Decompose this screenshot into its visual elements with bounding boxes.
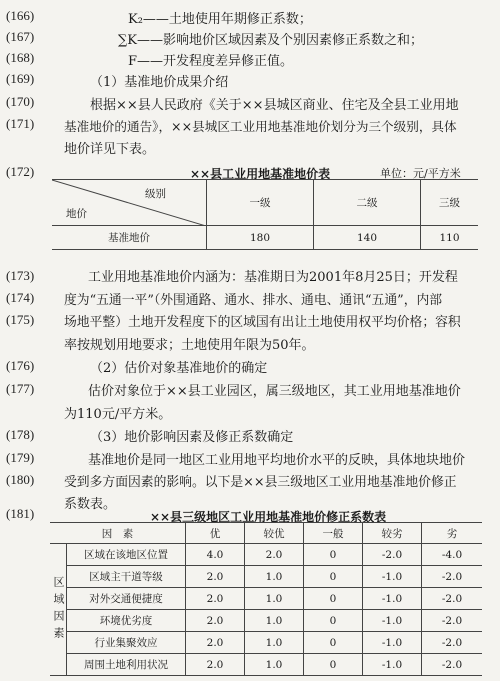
factor-name: 区域主干道等级 xyxy=(67,566,186,588)
section-heading: （3）地价影响因素及修正系数确定 xyxy=(90,430,294,445)
text-line: 为110元/平方米。 xyxy=(64,407,172,422)
correction-coefficient-table xyxy=(50,522,482,676)
diag-top-label: 级别 xyxy=(145,188,166,200)
line-number: (181) xyxy=(6,506,35,521)
value-cell: 0 xyxy=(304,588,363,610)
header-cell: 一级 xyxy=(207,180,314,226)
header-cell: 较劣 xyxy=(363,523,422,544)
value-cell: 2.0 xyxy=(186,654,245,676)
line-number: (178) xyxy=(6,427,35,442)
value-cell: 0 xyxy=(304,632,363,654)
value-cell: -1.0 xyxy=(363,610,422,632)
value-cell: 0 xyxy=(304,610,363,632)
line-number: (177) xyxy=(6,381,35,396)
text-line: 地价详见下表。 xyxy=(64,142,156,157)
value-cell: 1.0 xyxy=(245,654,304,676)
text-line: ∑K——影响地价区域因素及个别因素修正系数之和； xyxy=(118,33,423,48)
text-line: 场地平整）土地开发程度下的区域国有出让土地使用权平均价格；容积 xyxy=(64,315,461,330)
value-cell: 180 xyxy=(207,226,314,250)
table2-caption: ××县三级地区工业用地基准地价修正系数表 xyxy=(150,510,387,524)
header-cell: 一般 xyxy=(304,523,363,544)
value-cell: 140 xyxy=(314,226,421,250)
value-cell: -1.0 xyxy=(363,654,422,676)
text-line: 受到多方面因素的影响。以下是××县三级地区工业用地基准地价修正 xyxy=(64,475,457,490)
header-cell: 优 xyxy=(186,523,245,544)
factor-name: 周围土地利用状况 xyxy=(67,654,186,676)
section-heading: （2）估价对象基准地价的确定 xyxy=(90,361,268,376)
value-cell: 4.0 xyxy=(186,544,245,566)
value-cell: 110 xyxy=(421,226,479,250)
line-number: (167) xyxy=(6,29,35,44)
diagonal-header-cell xyxy=(52,180,207,226)
line-number: (176) xyxy=(6,358,35,373)
diag-bottom-label: 地价 xyxy=(66,208,87,220)
text-line: 率按规划用地要求；土地使用年限为50年。 xyxy=(64,338,315,353)
text-line: 系数表。 xyxy=(64,497,117,512)
value-cell: 2.0 xyxy=(245,544,304,566)
line-number: (172) xyxy=(6,164,35,179)
row-label: 基准地价 xyxy=(52,226,207,250)
group-label: 区域因素 xyxy=(50,544,67,676)
factor-name: 对外交通便捷度 xyxy=(67,588,186,610)
value-cell: -1.0 xyxy=(363,588,422,610)
value-cell: -2.0 xyxy=(422,632,483,654)
factor-name: 区域在该地区位置 xyxy=(67,544,186,566)
header-cell: 较优 xyxy=(245,523,304,544)
line-number: (179) xyxy=(6,450,35,465)
value-cell: -2.0 xyxy=(422,588,483,610)
line-number: (175) xyxy=(6,312,35,327)
value-cell: -2.0 xyxy=(422,610,483,632)
section-heading: （1）基准地价成果介绍 xyxy=(90,75,229,90)
header-cell: 二级 xyxy=(314,180,421,226)
value-cell: 1.0 xyxy=(245,610,304,632)
base-land-price-table xyxy=(52,179,478,250)
value-cell: -2.0 xyxy=(422,566,483,588)
value-cell: 2.0 xyxy=(186,610,245,632)
text-line: 基准地价的通告》，××县城区工业用地基准地价划分为三个级别，具体 xyxy=(64,119,457,134)
table1-caption: ××县工业用地基准地价表 xyxy=(190,167,331,181)
table1-unit: 单位：元/平方米 xyxy=(380,167,461,180)
line-number: (169) xyxy=(6,71,35,86)
line-number: (168) xyxy=(6,50,35,65)
value-cell: 0 xyxy=(304,544,363,566)
line-number: (174) xyxy=(6,290,35,305)
value-cell: -1.0 xyxy=(363,566,422,588)
text-line: 估价对象位于××县工业园区，属三级地区，其工业用地基准地价 xyxy=(88,384,461,399)
line-number: (173) xyxy=(6,268,35,283)
line-number: (170) xyxy=(6,94,35,109)
value-cell: -2.0 xyxy=(363,544,422,566)
text-line: 基准地价是同一地区工业用地平均地价水平的反映，具体地块地价 xyxy=(88,453,466,468)
line-number: (180) xyxy=(6,472,35,487)
value-cell: 2.0 xyxy=(186,566,245,588)
value-cell: -4.0 xyxy=(422,544,483,566)
value-cell: 1.0 xyxy=(245,588,304,610)
value-cell: 0 xyxy=(304,566,363,588)
value-cell: -1.0 xyxy=(363,632,422,654)
text-line: K₂——土地使用年期修正系数； xyxy=(128,12,312,27)
text-line: 度为“五通一平”（外围通路、通水、排水、通电、通讯“五通”，内部 xyxy=(64,293,443,308)
value-cell: 0 xyxy=(304,654,363,676)
value-cell: -2.0 xyxy=(422,654,483,676)
header-cell: 三级 xyxy=(421,180,479,226)
header-cell: 劣 xyxy=(422,523,483,544)
factor-name: 行业集聚效应 xyxy=(67,632,186,654)
text-line: 根据××县人民政府《关于××县城区商业、住宅及全县工业用地 xyxy=(90,98,459,113)
factor-name: 环境优劣度 xyxy=(67,610,186,632)
text-line: 工业用地基准地价内涵为：基准期日为2001年8月25日；开发程 xyxy=(88,270,458,285)
value-cell: 2.0 xyxy=(186,632,245,654)
line-number: (166) xyxy=(6,8,35,23)
factor-header: 因 素 xyxy=(50,523,186,544)
text-line: F——开发程度差异修正值。 xyxy=(128,54,294,69)
line-number: (171) xyxy=(6,116,35,131)
value-cell: 1.0 xyxy=(245,566,304,588)
value-cell: 2.0 xyxy=(186,588,245,610)
value-cell: 1.0 xyxy=(245,632,304,654)
